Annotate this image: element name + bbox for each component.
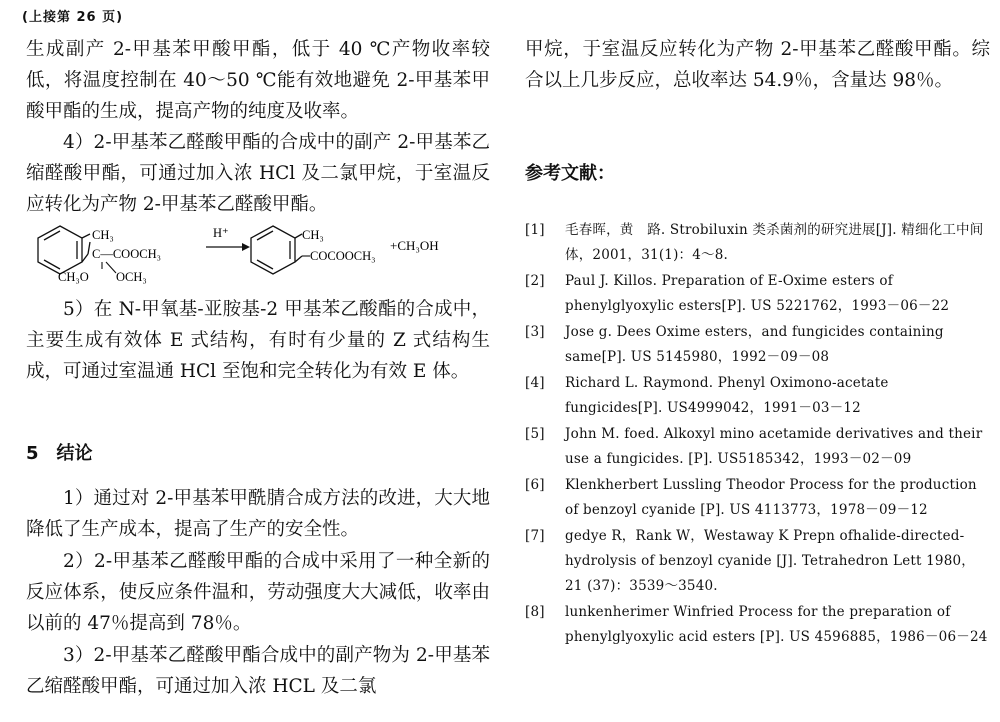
reference-text: Paul J. Killos. Preparation of E-Oxime esters of phenylglyoxylic esters[P]. US 5221762，1993－06－22	[565, 273, 950, 314]
continuation-note: (上接第 26 页)	[22, 10, 124, 25]
paragraph: 3）2-甲基苯乙醛酸甲酯合成中的副产物为 2-甲基苯乙缩醛酸甲酯，可通过加入浓 HCL 及二氯	[26, 645, 490, 697]
reactant-ester: C—COOCH₃	[92, 247, 161, 261]
reference-number: [6]	[525, 477, 545, 493]
reference-number: [4]	[525, 375, 545, 391]
reference-text: Klenkherbert Lussling Theodor Process for the production of benzoyl cyanide [P]. US 4113773，1978－09－12	[565, 477, 977, 518]
reference-item	[525, 320, 990, 370]
paragraph: 2）2-甲基苯乙醛酸甲酯的合成中采用了一种全新的反应体系，使反应条件温和，劳动强度大大减低，收率由以前的 47％提高到 78％。	[26, 551, 490, 634]
reference-item	[525, 422, 990, 472]
reference-item	[525, 473, 990, 523]
references-heading: 参考文献：	[525, 163, 615, 184]
reactant-methyl: CH₃	[92, 228, 114, 242]
reference-list	[525, 218, 990, 651]
reference-number: [1]	[525, 222, 545, 238]
paragraph: 1）通过对 2-甲基苯甲酰腈合成方法的改进，大大地降低了生产成本，提高了生产的安全性。	[26, 488, 490, 540]
reference-number: [3]	[525, 324, 545, 340]
byproduct-methanol: +CH₃OH	[390, 238, 439, 253]
paragraph: 生成副产 2-甲基苯甲酸甲酯，低于 40 ℃产物收率较低，将温度控制在 40～50 ℃能有效地避免 2-甲基苯甲酸甲酯的生成，提高产物的纯度及收率。	[26, 39, 490, 122]
section-heading: 5 结论	[26, 443, 93, 464]
reference-number: [2]	[525, 273, 545, 289]
product-methyl: CH₃	[302, 228, 324, 242]
reference-item	[525, 269, 990, 319]
product-ester: COCOOCH₃	[310, 249, 376, 263]
reference-text: 毛春晖，黄 路. Strobiluxin 类杀菌剂的研究进展[J]. 精细化工中间体，2001，31(1)：4～8.	[565, 222, 984, 263]
reference-text: lunkenherimer Winfried Process for the preparation of phenylglyoxylic acid esters [P]. US 4596885，1986－06－24	[565, 604, 988, 645]
catalyst-label: H⁺	[213, 226, 229, 240]
paragraph: 4）2-甲基苯乙醛酸甲酯的合成中的副产 2-甲基苯乙缩醛酸甲酯，可通过加入浓 HCl 及二氯甲烷，于室温反应转化为产物 2-甲基苯乙醛酸甲酯。	[26, 132, 490, 215]
reference-text: gedye R，Rank W，Westaway K Prepn ofhalide-directed-hydrolysis of benzoyl cyanide [J]. Tetrahedron Lett 1980，21 (37)：3539～3540.	[565, 528, 975, 594]
reactant-methoxy-right: OCH₃	[116, 270, 147, 284]
reference-text: John M. foed. Alkoxyl mino acetamide derivatives and their use a fungicides. [P]. US5185342，1993－02－09	[565, 426, 983, 467]
reference-item	[525, 371, 990, 421]
benzene-ring-product	[251, 226, 302, 274]
paragraph: 甲烷，于室温反应转化为产物 2-甲基苯乙醛酸甲酯。综合以上几步反应，总收率达 54.9％，含量达 98％。	[525, 39, 990, 91]
reference-text: Richard L. Raymond. Phenyl Oximono-acetate fungicides[P]. US4999042，1991－03－12	[565, 375, 889, 416]
reference-text: Jose g. Dees Oxime esters，and fungicides containing same[P]. US 5145980，1992－09－08	[565, 324, 944, 365]
reference-number: [5]	[525, 426, 545, 442]
reaction-scheme	[30, 220, 470, 292]
reference-item	[525, 524, 990, 599]
benzene-ring-reactant	[38, 226, 90, 274]
reference-item	[525, 600, 990, 650]
reference-number: [7]	[525, 528, 545, 544]
reference-item	[525, 218, 990, 268]
reactant-methoxy-left: CH₃O	[58, 270, 89, 284]
reference-number: [8]	[525, 604, 545, 620]
paragraph: 5）在 N-甲氧基-亚胺基-2 甲基苯乙酸酯的合成中，主要生成有效体 E 式结构，有时有少量的 Z 式结构生成，可通过室温通 HCl 至饱和完全转化为有效 E 体。	[26, 299, 490, 382]
